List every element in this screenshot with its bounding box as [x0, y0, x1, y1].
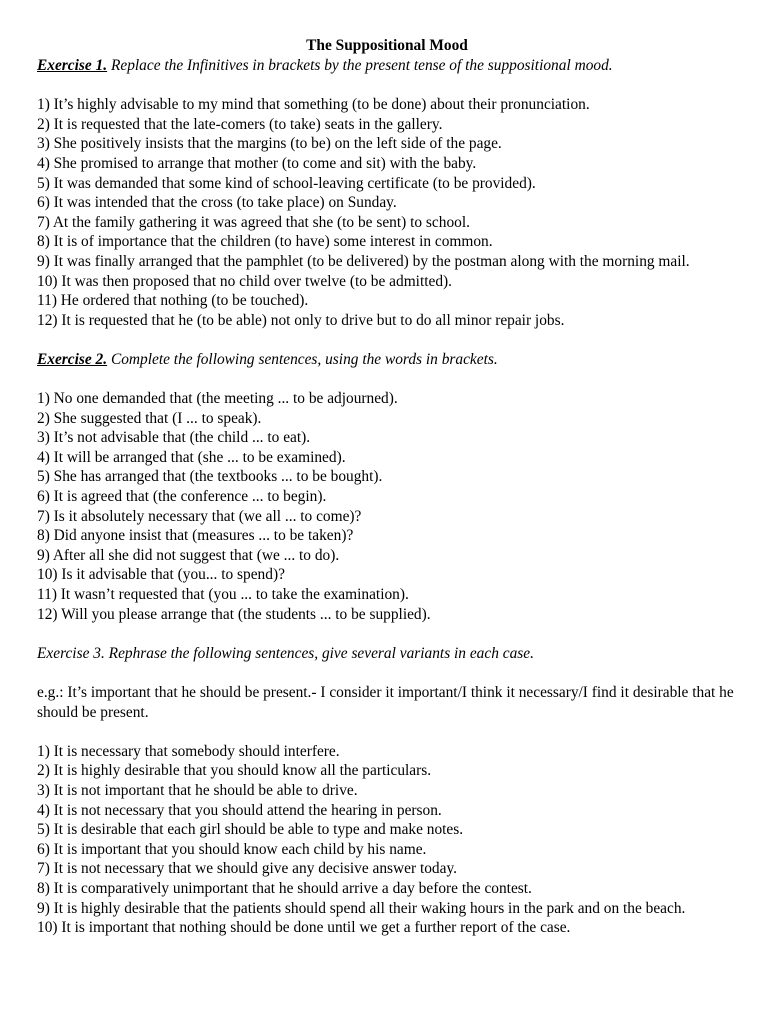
exercise-3-label: Exercise 3. [37, 644, 105, 662]
exercise-1-item: 1) It’s highly advisable to my mind that something (to be done) about their pronunciation. [37, 96, 590, 114]
exercise-1-item: 5) It was demanded that some kind of school-leaving certificate (to be provided). [37, 174, 536, 192]
exercise-1-list [37, 95, 737, 330]
exercise-3-item: 5) It is desirable that each girl should be able to type and make notes. [37, 821, 464, 839]
exercise-2-item: 5) She has arranged that (the textbooks ... to be bought). [37, 468, 383, 486]
exercise-1-item: 6) It was intended that the cross (to take place) on Sunday. [37, 194, 397, 212]
exercise-2-item: 10) Is it advisable that (you... to spend)? [37, 566, 285, 584]
exercise-2-item: 2) She suggested that (I ... to speak). [37, 409, 262, 427]
exercise-2-item: 1) No one demanded that (the meeting ... to be adjourned). [37, 390, 398, 408]
spacer [37, 624, 737, 644]
exercise-3-item: 2) It is highly desirable that you should know all the particulars. [37, 762, 432, 780]
exercise-3-item: 3) It is not important that he should be able to drive. [37, 781, 358, 799]
exercise-1-heading [37, 56, 737, 76]
exercise-3-list [37, 742, 737, 938]
exercise-3-item: 8) It is comparatively unimportant that he should arrive a day before the contest. [37, 879, 532, 897]
exercise-2-item: 12) Will you please arrange that (the students ... to be supplied). [37, 605, 431, 623]
exercise-2-item: 9) After all she did not suggest that (we ... to do). [37, 546, 340, 564]
exercise-2-instruction: Complete the following sentences, using the words in brackets. [110, 350, 498, 368]
exercise-2-label: Exercise 2. [37, 350, 108, 368]
exercise-1-label: Exercise 1. [37, 57, 108, 74]
exercise-3-item: 7) It is not necessary that we should give any decisive answer today. [37, 860, 457, 878]
exercise-1-item: 7) At the family gathering it was agreed that she (to be sent) to school. [37, 213, 470, 231]
exercise-2-list [37, 389, 737, 624]
exercise-2-item: 4) It will be arranged that (she ... to be examined). [37, 448, 346, 466]
exercise-3-item: 1) It is necessary that somebody should interfere. [37, 742, 340, 760]
exercise-3-item: 4) It is not necessary that you should attend the hearing in person. [37, 801, 442, 819]
exercise-1-item: 9) It was finally arranged that the pamphlet (to be delivered) by the postman along with the morning mail. [37, 252, 690, 270]
exercise-1-item: 2) It is requested that the late-comers (to take) seats in the gallery. [37, 115, 443, 133]
spacer [37, 76, 737, 96]
exercise-1-item: 3) She positively insists that the margins (to be) on the left side of the page. [37, 135, 502, 153]
document-content [37, 36, 737, 938]
spacer [37, 722, 737, 742]
exercise-1-instruction: Replace the Infinitives in brackets by the present tense of the suppositional mood. [110, 57, 613, 74]
exercise-2-item: 8) Did anyone insist that (measures ... to be taken)? [37, 527, 354, 545]
exercise-2-item: 7) Is it absolutely necessary that (we all ... to come)? [37, 507, 362, 525]
exercise-1-item: 4) She promised to arrange that mother (to come and sit) with the baby. [37, 154, 477, 172]
exercise-3-item: 9) It is highly desirable that the patients should spend all their waking hours in the park and on the beach. [37, 899, 686, 917]
exercise-3-item: 6) It is important that you should know each child by his name. [37, 840, 427, 858]
exercise-3-heading [37, 644, 737, 664]
exercise-3-instruction: Rephrase the following sentences, give several variants in each case. [108, 644, 534, 662]
exercise-1-item: 10) It was then proposed that no child over twelve (to be admitted). [37, 272, 453, 290]
spacer [37, 370, 737, 390]
exercise-2-item: 6) It is agreed that (the conference ... to begin). [37, 488, 327, 506]
exercise-1-item: 8) It is of importance that the children (to have) some interest in common. [37, 233, 493, 251]
exercise-3-item: 10) It is important that nothing should be done until we get a further report of the case. [37, 919, 571, 937]
page-title: The Suppositional Mood [306, 37, 468, 54]
exercise-2-item: 11) It wasn’t requested that (you ... to take the examination). [37, 586, 409, 604]
exercise-1-item: 11) He ordered that nothing (to be touched). [37, 292, 309, 310]
spacer [37, 330, 737, 350]
spacer [37, 663, 737, 683]
exercise-2-heading [37, 350, 737, 370]
exercise-3-example: e.g.: It’s important that he should be present.- I consider it important/I think it necessary/I find it desirable that he should be present. [37, 684, 734, 721]
exercise-2-item: 3) It’s not advisable that (the child ... to eat). [37, 429, 311, 447]
exercise-1-item: 12) It is requested that he (to be able) not only to drive but to do all minor repair jobs. [37, 311, 565, 329]
